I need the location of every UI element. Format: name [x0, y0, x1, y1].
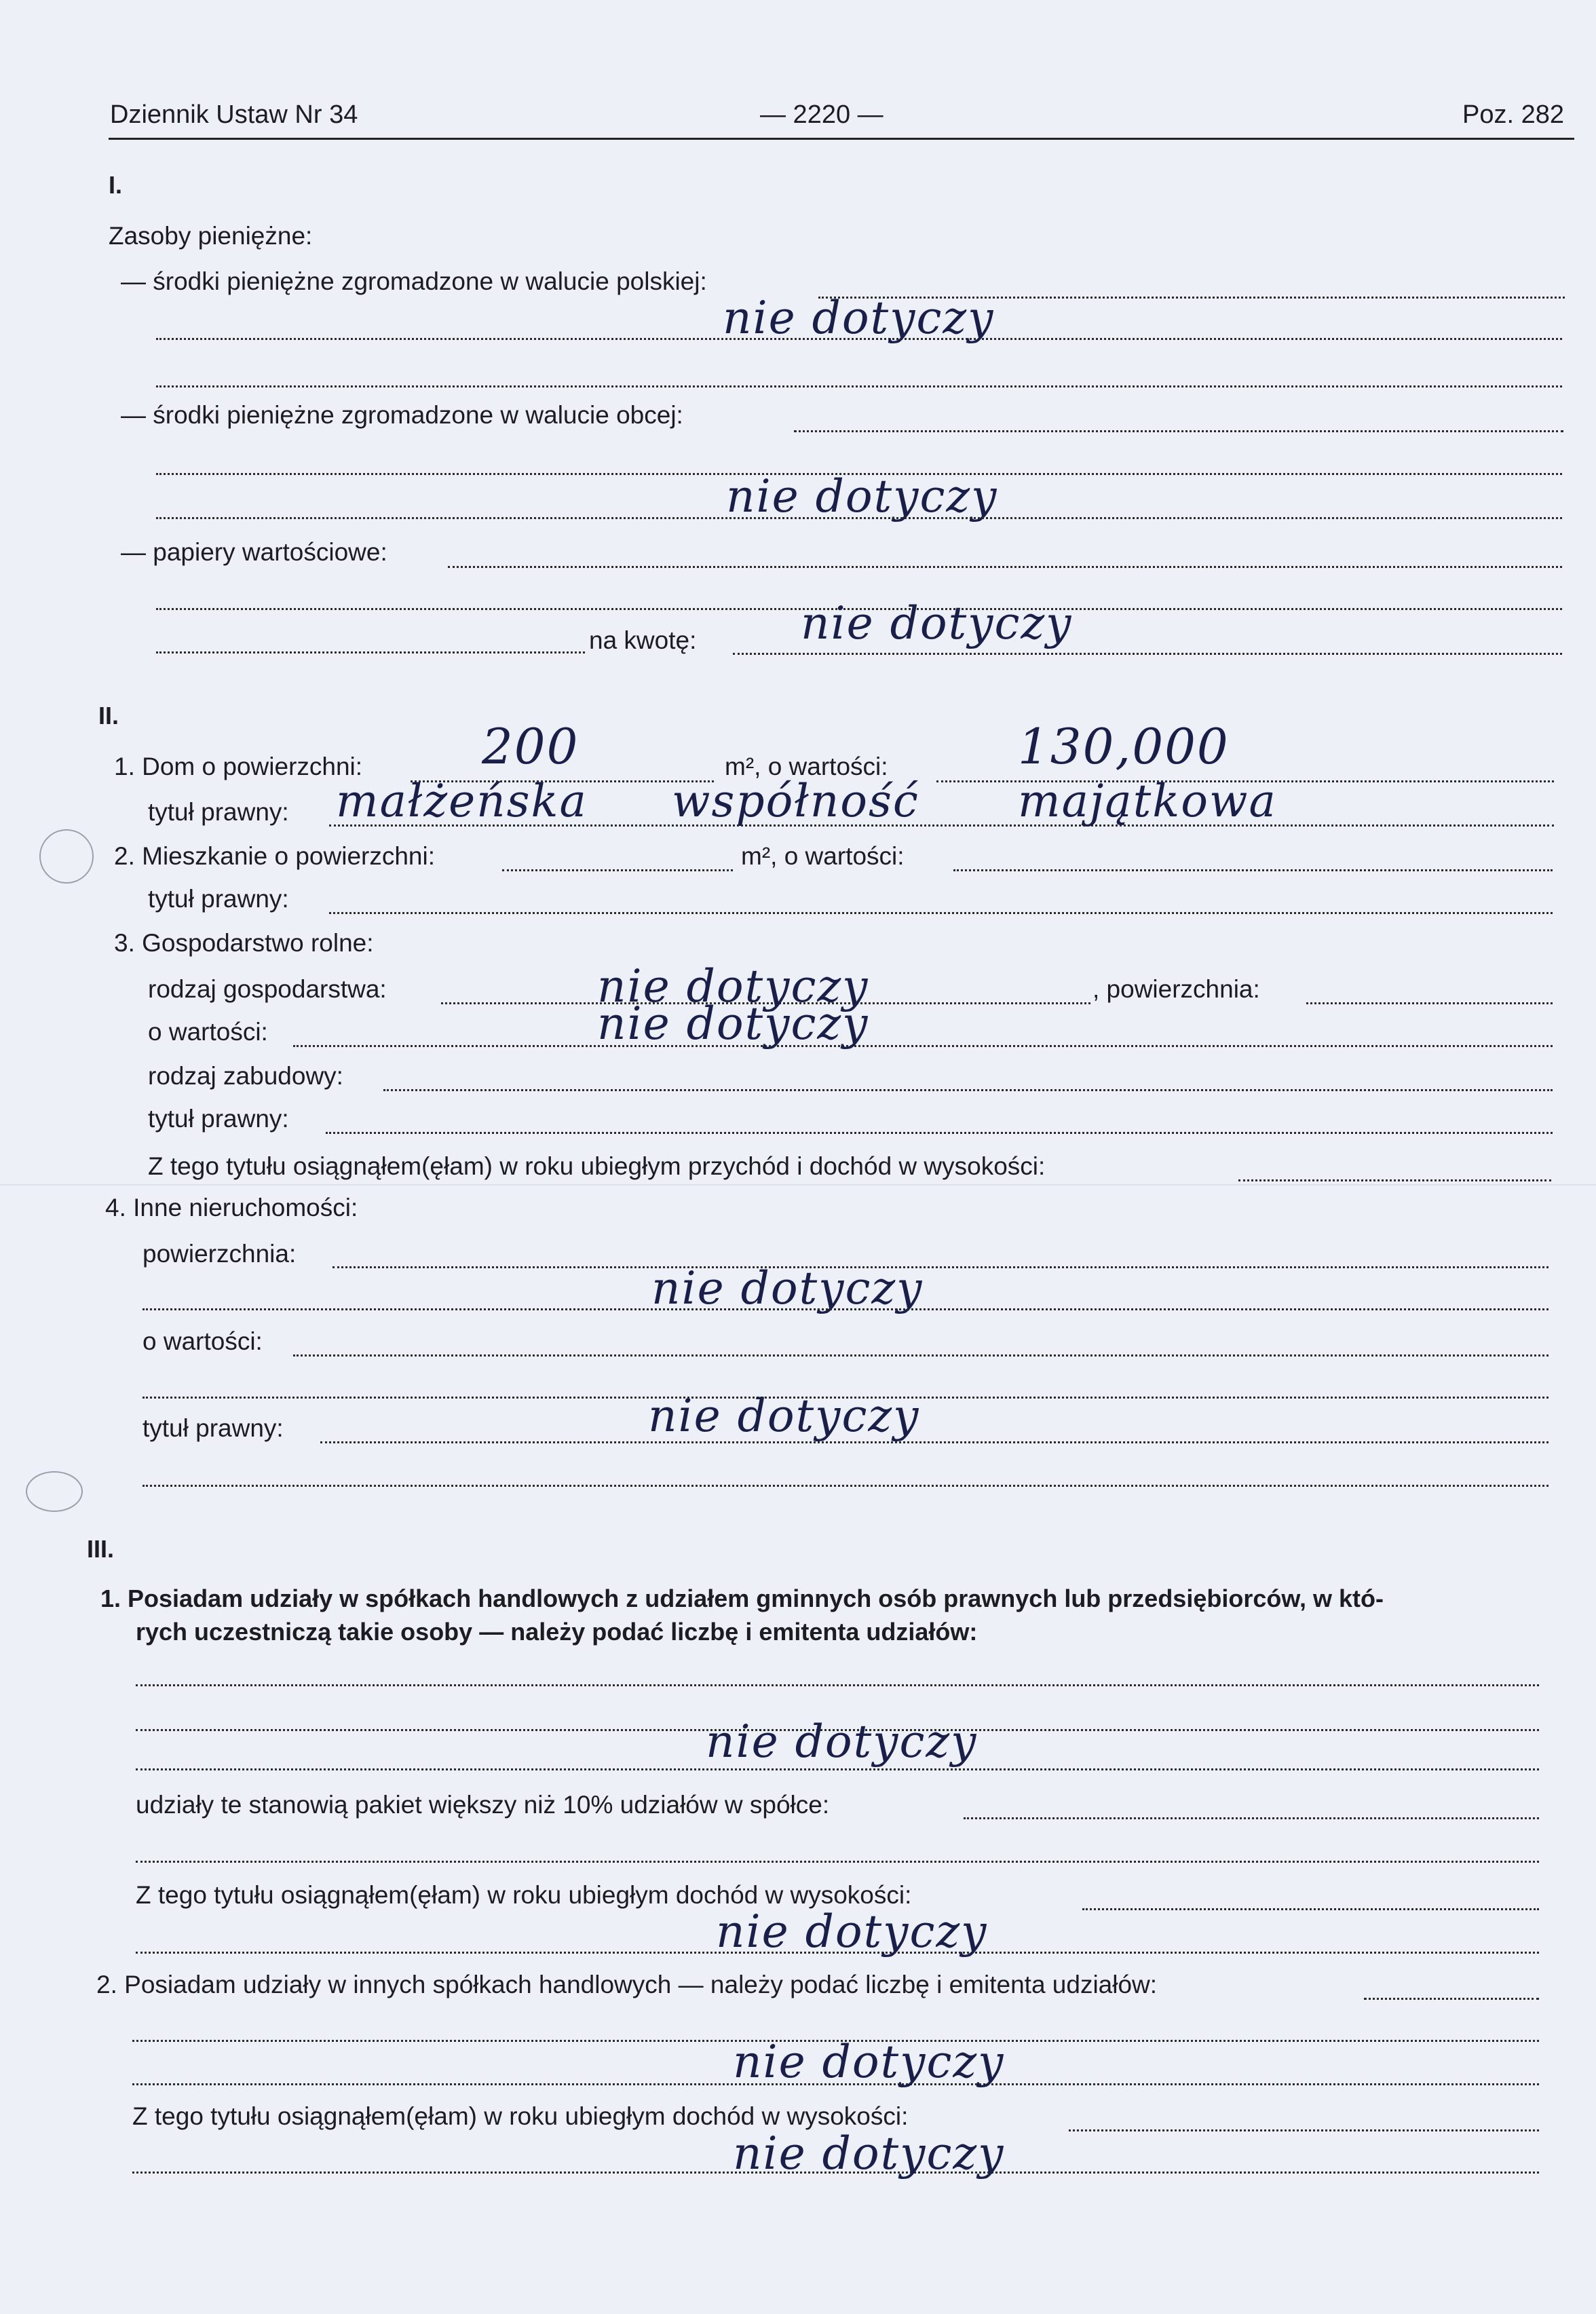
dotted-line: [1364, 1998, 1539, 2000]
handwriting-farm-value: nie dotyczy: [597, 998, 869, 1050]
farm-label: 3. Gospodarstwo rolne:: [114, 929, 374, 957]
dotted-line: [136, 1684, 1539, 1686]
handwriting-amount: nie dotyczy: [801, 597, 1073, 649]
section-1-heading: Zasoby pieniężne:: [109, 222, 313, 250]
dotted-line: [1082, 1908, 1539, 1910]
shares-municipal-line-2: rych uczestniczą takie osoby — należy podać liczbę i emitenta udziałów:: [136, 1618, 978, 1646]
farm-title-label: tytuł prawny:: [148, 1105, 289, 1133]
dotted-line: [320, 1441, 1548, 1443]
house-title-label: tytuł prawny:: [148, 798, 289, 826]
flat-title-label: tytuł prawny:: [148, 885, 289, 913]
dotted-line: [383, 1089, 1553, 1091]
flat-label: 2. Mieszkanie o powierzchni:: [114, 842, 435, 870]
handwriting-house-value: 130,000: [1018, 718, 1230, 775]
header-rule: [109, 138, 1574, 140]
dotted-line: [1238, 1179, 1551, 1181]
dotted-line: [293, 1354, 1548, 1357]
handwriting-other-title: nie dotyczy: [648, 1390, 920, 1442]
dotted-line: [502, 869, 733, 871]
pln-funds-label: — środki pieniężne zgromadzone w walucie polskiej:: [121, 267, 707, 295]
farm-buildings-label: rodzaj zabudowy:: [148, 1062, 343, 1090]
securities-label: — papiery wartościowe:: [121, 538, 387, 566]
dotted-line: [293, 1045, 1553, 1047]
dotted-line: [142, 1308, 1548, 1310]
handwriting-other-area: nie dotyczy: [651, 1262, 924, 1314]
handwriting-pln: nie dotyczy: [723, 292, 995, 344]
pakiet-label: udziały te stanowią pakiet większy niż 10% udziałów w spółce:: [136, 1791, 830, 1819]
dotted-line: [953, 869, 1553, 871]
handwriting-shares-municipal: nie dotyczy: [706, 1715, 978, 1768]
handwriting-house-title-2: współność: [672, 775, 919, 827]
dotted-line: [1069, 2129, 1539, 2131]
shares-municipal-line-1: 1. Posiadam udziały w spółkach handlowych z udziałem gminnych osób prawnych lub przedsiębiorców, w któ-: [100, 1585, 1384, 1612]
punch-hole-mark: [39, 829, 94, 884]
shares-other-income-label: Z tego tytułu osiągnąłem(ęłam) w roku ubiegłym dochód w wysokości:: [132, 2102, 909, 2130]
section-3-numeral: III.: [87, 1535, 115, 1563]
handwriting-fx: nie dotyczy: [726, 470, 998, 523]
journal-title: Dziennik Ustaw Nr 34: [110, 100, 358, 129]
farm-type-label: rodzaj gospodarstwa:: [148, 975, 387, 1003]
handwriting-house-area: 200: [482, 718, 580, 775]
dotted-line: [156, 517, 1562, 519]
amount-label: na kwotę:: [589, 626, 697, 654]
handwriting-shares-municipal-income: nie dotyczy: [716, 1905, 988, 1958]
other-title-label: tytuł prawny:: [142, 1414, 284, 1442]
shares-municipal-income-label: Z tego tytułu osiągnąłem(ęłam) w roku ubiegłym dochód w wysokości:: [136, 1881, 912, 1909]
section-1-numeral: I.: [109, 171, 123, 199]
dotted-line: [326, 1132, 1553, 1134]
fx-funds-label: — środki pieniężne zgromadzone w walucie obcej:: [121, 401, 683, 429]
dotted-line: [332, 1266, 1548, 1268]
shares-other-label: 2. Posiadam udziały w innych spółkach handlowych — należy podać liczbę i emitenta udziałów:: [96, 1971, 1158, 1998]
handwriting-house-title-1: małżeńska: [336, 775, 588, 827]
dotted-line: [136, 1861, 1539, 1863]
dotted-line: [964, 1817, 1539, 1819]
other-property-label: 4. Inne nieruchomości:: [105, 1194, 358, 1221]
position-number: Poz. 282: [1462, 100, 1564, 129]
house-m2-value-label: m², o wartości:: [725, 753, 888, 780]
farm-income-label: Z tego tytułu osiągnąłem(ęłam) w roku ubiegłym przychód i dochód w wysokości:: [148, 1152, 1046, 1180]
handwriting-shares-other: nie dotyczy: [733, 2036, 1005, 2088]
dotted-line: [142, 1485, 1548, 1487]
farm-value-label: o wartości:: [148, 1018, 268, 1046]
dotted-line: [733, 653, 1562, 655]
dotted-line: [1306, 1002, 1553, 1004]
handwriting-farm-type: nie dotyczy: [597, 960, 869, 1012]
section-2-numeral: II.: [98, 702, 119, 729]
dotted-line: [156, 651, 585, 653]
other-area-label: powierzchnia:: [142, 1240, 297, 1268]
flat-m2-value-label: m², o wartości:: [741, 842, 905, 870]
dotted-line: [329, 912, 1553, 914]
page-number: — 2220 —: [760, 100, 884, 129]
house-label: 1. Dom o powierzchni:: [114, 753, 363, 780]
other-value-label: o wartości:: [142, 1327, 263, 1355]
dotted-line: [448, 566, 1562, 568]
farm-area-label: , powierzchnia:: [1092, 975, 1260, 1003]
punch-hole-mark: [26, 1471, 83, 1512]
handwriting-house-title-3: majątkowa: [1018, 775, 1277, 827]
dotted-line: [136, 1768, 1539, 1770]
dotted-line: [156, 385, 1562, 387]
handwriting-shares-other-income: nie dotyczy: [733, 2127, 1005, 2180]
dotted-line: [794, 430, 1563, 432]
fold-line: [0, 1184, 1596, 1186]
